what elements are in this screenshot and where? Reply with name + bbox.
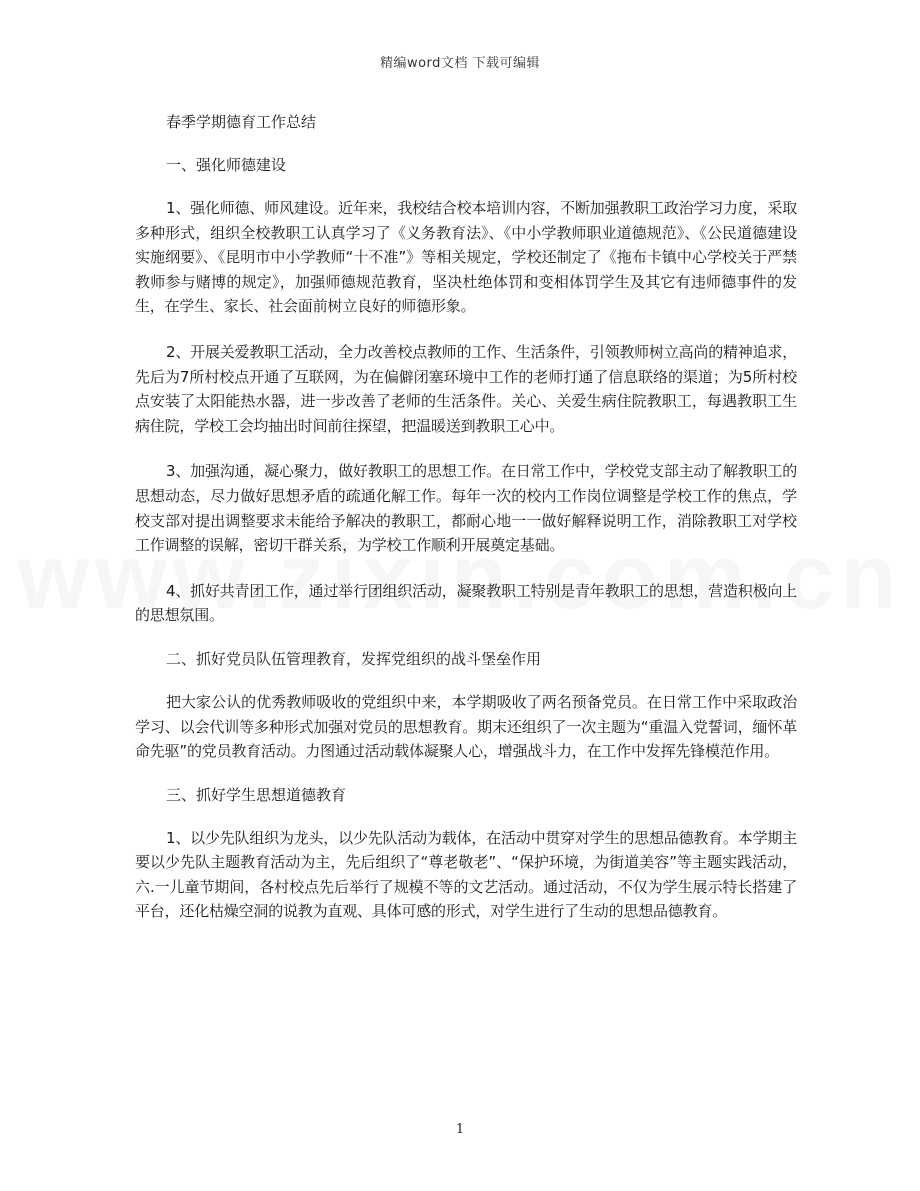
section-2-heading: 二、抓好党员队伍管理教育，发挥党组织的战斗堡垒作用 [166,649,542,668]
section-2-paragraph-1: 把大家公认的优秀教师吸收的党组织中来，本学期吸收了两名预备党员。在日常工作中采取政治学习、以会代训等多种形式加强对党员的思想教育。期末还组织了一次主题为“重温入党誓词，缅怀革命先驱”的党员教育活动。力图通过活动载体凝聚人心，增强战斗力，在工作中发挥先锋模范作用。 [135,692,797,761]
section-3-heading: 三、抓好学生思想道德教育 [166,785,347,804]
page-number: 1 [455,1122,465,1137]
document-title: 春季学期德育工作总结 [166,113,317,131]
document-body [135,110,797,924]
section-1-paragraph-1: 1、强化师德、师风建设。近年来，我校结合校本培训内容，不断加强教职工政治学习力度，采取多种形式，组织全校教职工认真学习了《义务教育法》、《中小学教师职业道德规范》、《公民道德建设实施纲要》、《昆明市中小学教师“十不准”》等相关规定，学校还制定了《拖布卡镇中心学校关于严禁教师参与赌博的规定》，加强师德规范教育，坚决杜绝体罚和变相体罚学生及其它有违师德事件的发生，在学生、家长、社会面前树立良好的师德形象。 [135,199,797,316]
section-1-paragraph-4: 4、抓好共青团工作，通过举行团组织活动，凝聚教职工特别是青年教职工的思想，营造积极向上的思想氛围。 [135,581,797,625]
section-1-paragraph-3: 3、加强沟通，凝心聚力，做好教职工的思想工作。在日常工作中，学校党支部主动了解教职工的思想动态，尽力做好思想矛盾的疏通化解工作。每年一次的校内工作岗位调整是学校工作的焦点，学校支部对提出调整要求未能给予解决的教职工，都耐心地一一做好解释说明工作，消除教职工对学校工作调整的误解，密切干群关系，为学校工作顺利开展奠定基础。 [135,462,797,555]
section-1-paragraph-2: 2、开展关爱教职工活动，全力改善校点教师的工作、生活条件，引领教师树立高尚的精神追求，先后为7所村校点开通了互联网，为在偏僻闭塞环境中工作的老师打通了信息联络的渠道；为5所村校点安装了太阳能热水器，进一步改善了老师的生活条件。关心、关爱生病住院教职工，每遇教职工生病住院，学校工会均抽出时间前往探望，把温暖送到教职工心中。 [135,342,797,435]
page-header: 精编word文档 下载可编辑 [379,56,541,71]
section-1-heading: 一、强化师德建设 [166,156,287,174]
section-3-paragraph-1: 1、以少先队组织为龙头，以少先队活动为载体，在活动中贯穿对学生的思想品德教育。本学期主要以少先队主题教育活动为主，先后组织了“尊老敬老”、“保护环境，为街道美容”等主题实践活动，六.一儿童节期间，各村校点先后举行了规模不等的文艺活动。通过活动，不仅为学生展示特长搭建了平台，还化枯燥空洞的说教为直观、具体可感的形式，对学生进行了生动的思想品德教育。 [135,828,797,921]
